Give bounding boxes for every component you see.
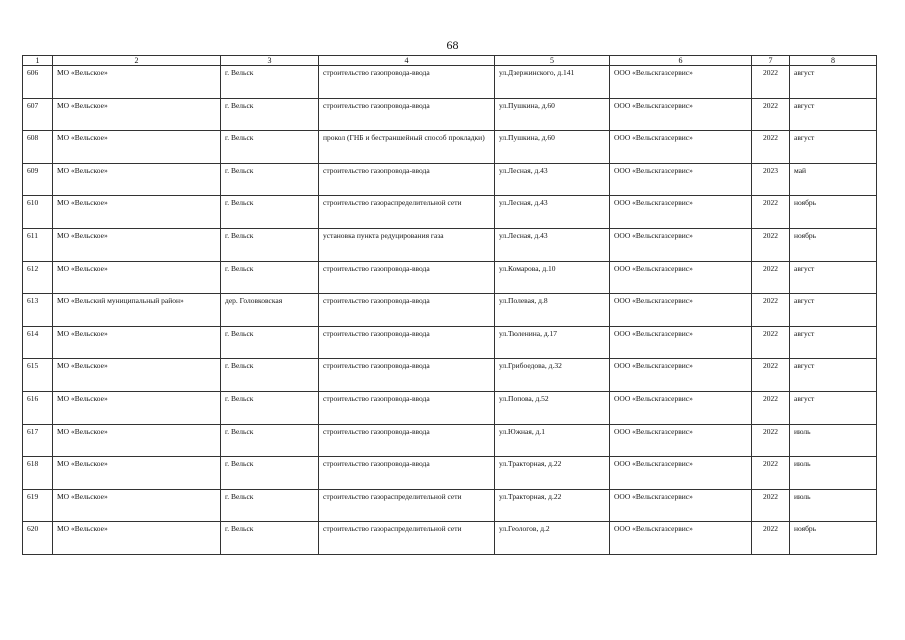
cell-organization: ООО «Вельскгазсервис» <box>610 326 752 359</box>
cell-organization: ООО «Вельскгазсервис» <box>610 424 752 457</box>
cell-number: 618 <box>23 457 53 490</box>
cell-month: ноябрь <box>790 522 877 555</box>
cell-year: 2022 <box>752 391 790 424</box>
table-row <box>23 163 877 196</box>
cell-month: август <box>790 98 877 131</box>
cell-number: 610 <box>23 196 53 229</box>
cell-settlement: г. Вельск <box>221 326 319 359</box>
table-row <box>23 98 877 131</box>
cell-address: ул.Пушкина, д.60 <box>495 98 610 131</box>
column-header-8: 8 <box>790 56 877 66</box>
cell-work-type: строительство газопровода-ввода <box>319 163 495 196</box>
cell-organization: ООО «Вельскгазсервис» <box>610 457 752 490</box>
table-row <box>23 294 877 327</box>
cell-organization: ООО «Вельскгазсервис» <box>610 66 752 99</box>
table-row <box>23 359 877 392</box>
cell-year: 2022 <box>752 489 790 522</box>
cell-address: ул.Геологов, д.2 <box>495 522 610 555</box>
cell-month: ноябрь <box>790 228 877 261</box>
table-row <box>23 228 877 261</box>
table-row <box>23 489 877 522</box>
cell-month: август <box>790 359 877 392</box>
cell-settlement: г. Вельск <box>221 163 319 196</box>
cell-settlement: дер. Головковская <box>221 294 319 327</box>
table-row <box>23 522 877 555</box>
cell-address: ул.Тюленина, д.17 <box>495 326 610 359</box>
cell-address: ул.Лесная, д.43 <box>495 163 610 196</box>
cell-month: август <box>790 294 877 327</box>
header-row <box>23 56 877 66</box>
cell-address: ул.Лесная, д.43 <box>495 228 610 261</box>
cell-work-type: строительство газопровода-ввода <box>319 261 495 294</box>
cell-number: 615 <box>23 359 53 392</box>
column-header-6: 6 <box>610 56 752 66</box>
cell-month: июль <box>790 489 877 522</box>
cell-number: 619 <box>23 489 53 522</box>
table-row <box>23 457 877 490</box>
cell-year: 2022 <box>752 66 790 99</box>
cell-number: 613 <box>23 294 53 327</box>
registry-table <box>22 55 877 555</box>
cell-settlement: г. Вельск <box>221 196 319 229</box>
cell-number: 620 <box>23 522 53 555</box>
cell-settlement: г. Вельск <box>221 359 319 392</box>
cell-work-type: строительство газораспределительной сети <box>319 489 495 522</box>
cell-settlement: г. Вельск <box>221 98 319 131</box>
cell-municipality: МО «Вельское» <box>53 522 221 555</box>
table-row <box>23 424 877 457</box>
cell-year: 2022 <box>752 294 790 327</box>
cell-work-type: строительство газопровода-ввода <box>319 391 495 424</box>
cell-year: 2022 <box>752 424 790 457</box>
cell-number: 607 <box>23 98 53 131</box>
cell-work-type: прокол (ГНБ и бестраншейный способ прокладки) <box>319 131 495 164</box>
column-header-4: 4 <box>319 56 495 66</box>
cell-number: 616 <box>23 391 53 424</box>
cell-year: 2022 <box>752 326 790 359</box>
cell-number: 614 <box>23 326 53 359</box>
cell-number: 617 <box>23 424 53 457</box>
cell-address: ул.Попова, д.52 <box>495 391 610 424</box>
cell-month: июль <box>790 424 877 457</box>
column-header-1: 1 <box>23 56 53 66</box>
cell-organization: ООО «Вельскгазсервис» <box>610 131 752 164</box>
cell-year: 2022 <box>752 457 790 490</box>
cell-municipality: МО «Вельское» <box>53 391 221 424</box>
cell-municipality: МО «Вельское» <box>53 424 221 457</box>
cell-work-type: строительство газораспределительной сети <box>319 196 495 229</box>
cell-work-type: строительство газопровода-ввода <box>319 359 495 392</box>
cell-municipality: МО «Вельское» <box>53 457 221 490</box>
cell-work-type: строительство газопровода-ввода <box>319 457 495 490</box>
cell-municipality: МО «Вельский муниципальный район» <box>53 294 221 327</box>
column-header-5: 5 <box>495 56 610 66</box>
cell-month: август <box>790 66 877 99</box>
cell-month: август <box>790 391 877 424</box>
cell-number: 611 <box>23 228 53 261</box>
cell-municipality: МО «Вельское» <box>53 131 221 164</box>
cell-address: ул.Тракторная, д.22 <box>495 489 610 522</box>
table-header <box>23 56 877 66</box>
cell-work-type: строительство газораспределительной сети <box>319 522 495 555</box>
cell-settlement: г. Вельск <box>221 457 319 490</box>
cell-municipality: МО «Вельское» <box>53 66 221 99</box>
cell-year: 2022 <box>752 196 790 229</box>
cell-settlement: г. Вельск <box>221 424 319 457</box>
cell-address: ул.Пушкина, д.60 <box>495 131 610 164</box>
cell-organization: ООО «Вельскгазсервис» <box>610 391 752 424</box>
column-header-7: 7 <box>752 56 790 66</box>
cell-municipality: МО «Вельское» <box>53 326 221 359</box>
column-header-3: 3 <box>221 56 319 66</box>
cell-organization: ООО «Вельскгазсервис» <box>610 98 752 131</box>
table-row <box>23 391 877 424</box>
cell-work-type: строительство газопровода-ввода <box>319 424 495 457</box>
cell-organization: ООО «Вельскгазсервис» <box>610 522 752 555</box>
cell-month: ноябрь <box>790 196 877 229</box>
cell-year: 2022 <box>752 98 790 131</box>
table-row <box>23 261 877 294</box>
cell-address: ул.Лесная, д.43 <box>495 196 610 229</box>
cell-month: май <box>790 163 877 196</box>
cell-settlement: г. Вельск <box>221 131 319 164</box>
cell-work-type: строительство газопровода-ввода <box>319 66 495 99</box>
cell-address: ул.Дзержинского, д.141 <box>495 66 610 99</box>
table-body <box>23 66 877 555</box>
cell-year: 2022 <box>752 359 790 392</box>
cell-municipality: МО «Вельское» <box>53 98 221 131</box>
cell-month: август <box>790 131 877 164</box>
table-row <box>23 66 877 99</box>
cell-month: август <box>790 326 877 359</box>
cell-organization: ООО «Вельскгазсервис» <box>610 261 752 294</box>
cell-work-type: строительство газопровода-ввода <box>319 98 495 131</box>
cell-address: ул.Грибоедова, д.32 <box>495 359 610 392</box>
column-header-2: 2 <box>53 56 221 66</box>
cell-address: ул.Тракторная, д.22 <box>495 457 610 490</box>
cell-settlement: г. Вельск <box>221 489 319 522</box>
cell-organization: ООО «Вельскгазсервис» <box>610 359 752 392</box>
cell-organization: ООО «Вельскгазсервис» <box>610 196 752 229</box>
cell-municipality: МО «Вельское» <box>53 228 221 261</box>
cell-work-type: строительство газопровода-ввода <box>319 326 495 359</box>
cell-year: 2022 <box>752 261 790 294</box>
table-row <box>23 196 877 229</box>
table-row <box>23 131 877 164</box>
cell-organization: ООО «Вельскгазсервис» <box>610 489 752 522</box>
table-row <box>23 326 877 359</box>
cell-settlement: г. Вельск <box>221 391 319 424</box>
cell-organization: ООО «Вельскгазсервис» <box>610 163 752 196</box>
cell-municipality: МО «Вельское» <box>53 359 221 392</box>
cell-settlement: г. Вельск <box>221 261 319 294</box>
cell-settlement: г. Вельск <box>221 66 319 99</box>
cell-work-type: строительство газопровода-ввода <box>319 294 495 327</box>
cell-year: 2022 <box>752 228 790 261</box>
cell-number: 612 <box>23 261 53 294</box>
cell-month: август <box>790 261 877 294</box>
cell-municipality: МО «Вельское» <box>53 163 221 196</box>
cell-month: июль <box>790 457 877 490</box>
cell-number: 608 <box>23 131 53 164</box>
cell-municipality: МО «Вельское» <box>53 261 221 294</box>
page-number: 68 <box>446 38 459 52</box>
cell-number: 606 <box>23 66 53 99</box>
cell-organization: ООО «Вельскгазсервис» <box>610 294 752 327</box>
cell-address: ул.Комарова, д.10 <box>495 261 610 294</box>
cell-address: ул.Южная, д.1 <box>495 424 610 457</box>
cell-year: 2022 <box>752 522 790 555</box>
cell-year: 2023 <box>752 163 790 196</box>
cell-number: 609 <box>23 163 53 196</box>
cell-settlement: г. Вельск <box>221 522 319 555</box>
cell-work-type: установка пункта редуцирования газа <box>319 228 495 261</box>
cell-municipality: МО «Вельское» <box>53 196 221 229</box>
cell-year: 2022 <box>752 131 790 164</box>
cell-organization: ООО «Вельскгазсервис» <box>610 228 752 261</box>
cell-settlement: г. Вельск <box>221 228 319 261</box>
cell-address: ул.Полевая, д.8 <box>495 294 610 327</box>
cell-municipality: МО «Вельское» <box>53 489 221 522</box>
